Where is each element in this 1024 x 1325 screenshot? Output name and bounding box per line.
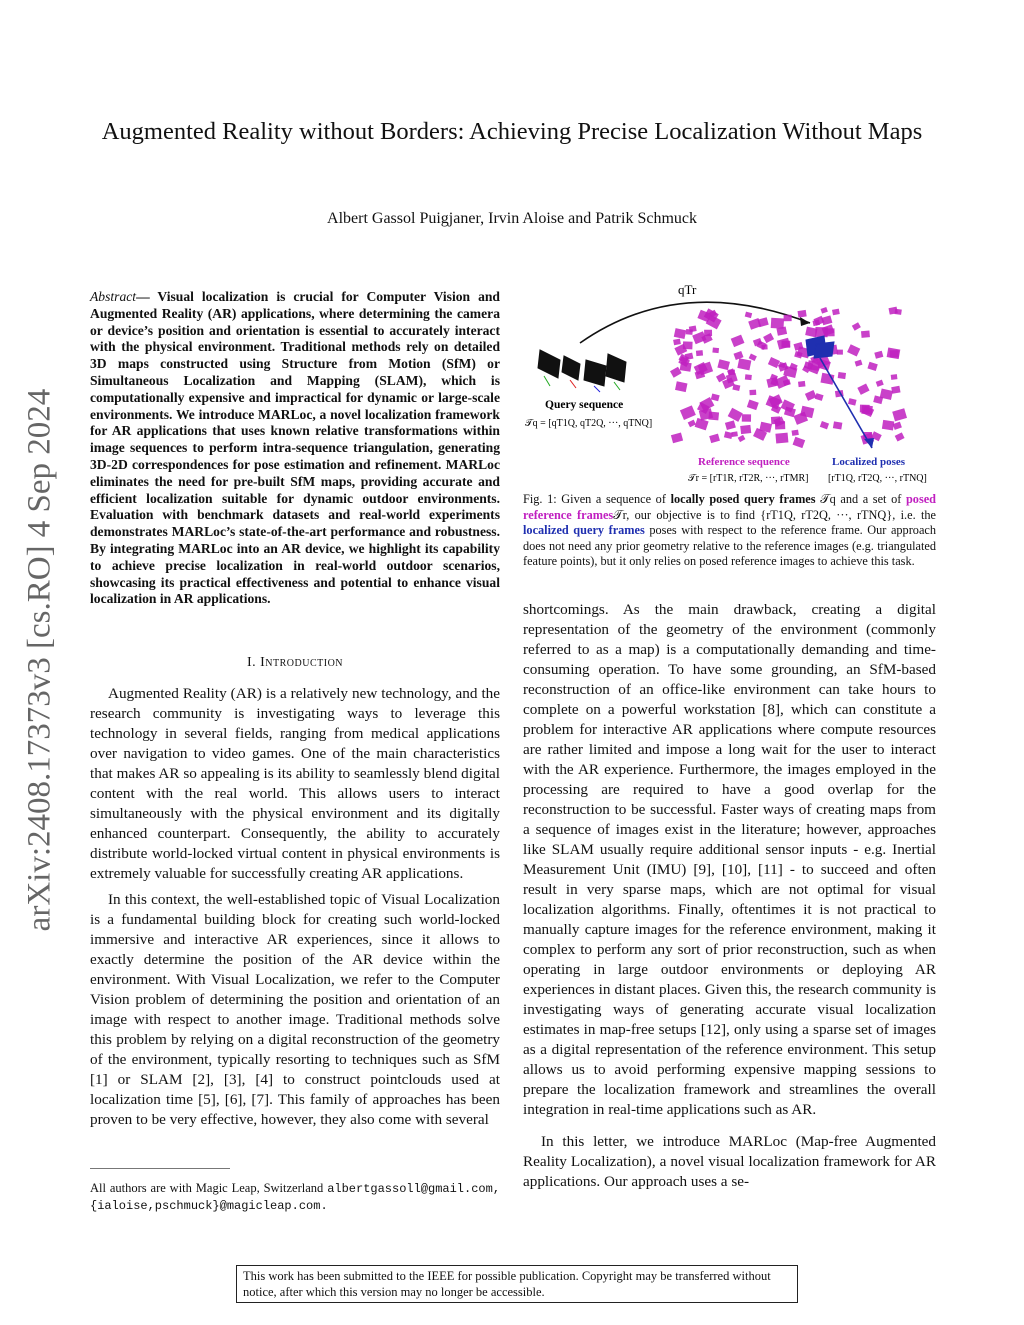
- reference-frame-glyph: [815, 327, 828, 337]
- reference-frame-glyph: [876, 380, 884, 387]
- reference-label: Reference sequence: [698, 456, 790, 468]
- footnote: [90, 1180, 500, 1214]
- reference-frame-glyph: [852, 322, 861, 331]
- section-heading-introduction: I. Introduction: [246, 655, 344, 670]
- caption-bold: locally posed query frames: [670, 492, 816, 506]
- reference-frame-glyph: [891, 386, 900, 394]
- reference-frame-cloud: [670, 307, 907, 449]
- author-list: Albert Gassol Puigjaner, Irvin Aloise and Patrik Schmuck: [327, 210, 697, 227]
- reference-frame-glyph: [675, 381, 687, 392]
- reference-frame-glyph: [747, 400, 759, 411]
- reference-frame-glyph: [832, 309, 840, 316]
- reference-frame-glyph: [688, 420, 696, 428]
- reference-frame-glyph: [861, 405, 873, 415]
- reference-frame-glyph: [891, 374, 898, 380]
- reference-frame-glyph: [673, 339, 681, 346]
- reference-frame-glyph: [805, 390, 817, 401]
- reference-frame-glyph: [738, 435, 746, 442]
- left-column-body: [90, 684, 500, 1136]
- reference-frame-glyph: [892, 408, 907, 421]
- figure-1-diagram: [520, 268, 940, 488]
- reference-frame-glyph: [874, 351, 883, 359]
- figure-1: [520, 268, 940, 488]
- reference-frame-glyph: [670, 367, 682, 378]
- reference-frame-glyph: [734, 351, 744, 360]
- reference-frame-glyph: [711, 394, 720, 402]
- footnote-affiliation: All authors are with Magic Leap, Switzerland: [90, 1181, 324, 1195]
- reference-frame-glyph: [861, 330, 870, 337]
- caption-text: 𝒯r, our objective is to find {rT1Q, rT2Q, ···, rTNQ}, i.e. the: [613, 507, 936, 522]
- reference-frame-glyph: [740, 425, 751, 434]
- right-column-body: [523, 600, 936, 1198]
- reference-frame-glyph: [731, 335, 745, 348]
- reference-frame-glyph: [887, 348, 901, 360]
- reference-frame-glyph: [704, 330, 712, 336]
- paragraph: shortcomings. As the main drawback, creating a digital representation of the geometry of the environment (commonly referred to as a map) is a computationally demanding and time-consuming operation. To have some grounding, an SfM-based reconstruction of an office-like environment can take hours to complete on a powerful workstation [8], which can constitute a problem for interactive AR applications where compute resources are rather limited and impose a long wait for the user to interact with the AR experience. Furthermore, the images employed in the processing are required to have a good overlap for the reconstruction to be successful. Faster ways of creating maps from a sequence of images exist in the literature; however, approaches like SLAM usually require additional sensor inputs - e.g. Inertial Measurement Unit (IMU) [9], [10], [11] - to succeed and often result in very sparse maps, which are not optimal for visual localization algorithms. Finally, oftentimes it is not practical to manually capture images for the reference environment, making it complex to perform any sort of prior reconstruction, such as when operating in large outdoor environments or deploying AR experiences in distant places. Given this, the research community is investigating ways of generating accurate visual localization estimates in map-free setups [12], only using a sparse set of images as a digital representation of the reference environment. This setup allows us to avoid performing expensive mapping sessions to prepare the localization framework and streamlines the overall integration in real-time applications such as AR.: [523, 601, 936, 1118]
- reference-frame-glyph: [821, 307, 828, 314]
- reference-frame-glyph: [882, 420, 894, 431]
- footnote-divider: [90, 1168, 230, 1169]
- query-cameras: [538, 350, 626, 392]
- reference-frame-glyph: [680, 405, 696, 420]
- caption-text: Fig. 1: Given a sequence of: [523, 492, 666, 506]
- reference-frame-glyph: [798, 381, 805, 387]
- reference-frame-glyph: [725, 420, 736, 430]
- localized-set: [rT1Q, rT2Q, ···, rTNQ]: [828, 473, 927, 484]
- arxiv-sidebar-stamp: [18, 360, 62, 960]
- email-link[interactable]: albertgassoll@gmail.com,: [327, 1182, 501, 1196]
- reference-frame-glyph: [671, 432, 683, 443]
- reference-set: 𝒯r = [rT1R, rT2R, ···, rTMR]: [688, 473, 809, 484]
- caption-localized-highlight: localized query frames: [523, 523, 645, 538]
- paragraph: In this letter, we introduce MARLoc (Map-free Augmented Reality Localization), a novel visual localization framework for AR applications. Our approach uses a se-: [523, 1133, 936, 1190]
- reference-frame-glyph: [708, 412, 719, 421]
- localized-arrow: [820, 358, 872, 448]
- reference-frame-glyph: [855, 360, 863, 367]
- reference-frame-glyph: [717, 359, 730, 370]
- ieee-submission-notice: This work has been submitted to the IEEE for possible publication. Copyright may be transferred without notice, after which this version may no longer be accessible.: [236, 1265, 798, 1303]
- reference-frame-glyph: [728, 408, 743, 422]
- reference-frame-glyph: [674, 328, 686, 339]
- abstract-label: Abstract: [90, 289, 137, 304]
- reference-frame-glyph: [833, 421, 843, 429]
- abstract: Abstract— Visual localization is crucial for Computer Vision and Augmented Reality (AR) applications, where determining the camera or device’s position and orientation is essential to accurately interact with the physical environment. Traditional methods rely on detailed 3D maps constructed using Structure from Motion (SfM) or Simultaneous Localization and Mapping (SLAM), which is computationally expensive and impractical for dynamic or large-scale environments. We introduce MARLoc, a novel localization framework for AR applications that uses known relative transformations within image sequences to perform intra-sequence triangulation, generating 3D-2D correspondences for pose estimation and refinement. MARLoc eliminates the need for pre-built SfM maps, providing accurate and efficient localization suitable for dynamic outdoor environments. Evaluation with benchmark datasets and real-world experiments demonstrates MARLoc’s state-of-the-art performance and robustness. By integrating MARLoc into an AR device, we highlight its capability to achieve precise localization in real-world outdoor scenarios, showcasing its practical effectiveness and potential to enhance visual localization in AR applications.: [90, 289, 500, 607]
- reference-frame-glyph: [709, 434, 720, 444]
- reference-frame-glyph: [784, 315, 792, 321]
- reference-frame-glyph: [792, 430, 799, 436]
- reference-frame-glyph: [838, 372, 846, 379]
- reference-frame-glyph: [745, 312, 752, 319]
- reference-frame-glyph: [696, 350, 703, 356]
- reference-frame-glyph: [857, 383, 869, 394]
- reference-frame-glyph: [737, 358, 751, 370]
- reference-frame-glyph: [867, 362, 877, 371]
- paragraph: In this context, the well-established topic of Visual Localization is a fundamental building block for creating such world-locked immersive and interactive AR experiences, since it allows to exactly determine the position of the AR device within the environment. With Visual Localization, we refer to the Computer Vision problem of determining the position and orientation of an image with respect to another image. Traditional methods solve this problem by relying on a digital reconstruction of the geometry of the environment, typically resorting to techniques such as SfM [1] or SLAM [2], [3], [4] to construct pointclouds used at localization time [5], [6], [7]. This family of approaches has been proven to be very effective, however, they also come with several: [90, 891, 500, 1128]
- reference-frame-glyph: [798, 310, 807, 318]
- figure-1-caption: [523, 492, 936, 570]
- reference-frame-glyph: [763, 333, 774, 343]
- reference-frame-glyph: [815, 393, 824, 401]
- reference-frame-glyph: [745, 374, 752, 380]
- localized-poses: [806, 336, 834, 358]
- transform-arrowhead: [800, 317, 810, 326]
- reference-frame-glyph: [749, 354, 757, 362]
- arxiv-id: arXiv:2408.17373v3 [cs.RO] 4 Sep 2024: [21, 388, 58, 932]
- caption-text: poses with respect to the reference frame. Our approach does not need any prior geometry relative to the reference images (e.g. triangulated feature points), but it only relies on posed reference images to achieve this task.: [523, 523, 937, 569]
- caption-reference-highlight: posed reference frames: [523, 492, 937, 522]
- reference-frame-glyph: [683, 341, 693, 349]
- reference-frame-glyph: [695, 418, 709, 430]
- paragraph: Augmented Reality (AR) is a relatively new technology, and the research community is investigating ways to leverage this technology in several fields, ranging from medical applications over navigation to video games. One of the main characteristics that makes AR so appealing is its ability to seamlessly blend digital content with the real world. This allows users to interact simultaneously with the physical environment and its digitally enhanced counterpart. Consequently, the ability to accurately distribute world-locked virtual content in physical environments is extremely valuable for successfully creating AR applications.: [90, 685, 500, 882]
- reference-frame-glyph: [742, 414, 751, 422]
- paper-title: Augmented Reality without Borders: Achieving Precise Localization Without Maps: [101, 118, 923, 145]
- reference-frame-glyph: [777, 338, 790, 350]
- reference-frame-glyph: [820, 421, 829, 429]
- reference-frame-glyph: [771, 318, 784, 329]
- email-link[interactable]: {ialoise,pschmuck}@magicleap.com.: [90, 1199, 328, 1213]
- reference-frame-glyph: [813, 320, 821, 327]
- reference-frame-glyph: [848, 398, 857, 405]
- reference-frame-glyph: [775, 433, 788, 444]
- transform-label: qTr: [678, 282, 697, 297]
- reference-frame-glyph: [749, 390, 756, 396]
- reference-frame-glyph: [686, 329, 693, 335]
- reference-frame-glyph: [712, 348, 719, 354]
- abstract-text: Visual localization is crucial for Computer Vision and Augmented Reality (AR) applications, where determining the camera or device’s position and orientation is essential to accurately interact with the physical environment. Traditional methods rely on detailed 3D maps constructed using Structure from Motion (SfM) or Simultaneous Localization and Mapping (SLAM), which is computationally expensive and impractical for dynamic or large-scale environments. We introduce MARLoc, a novel localization framework for AR applications that uses known relative transformations within image sequences to perform intra-sequence triangulation, generating 3D-2D correspondences for pose estimation and refinement. MARLoc eliminates the need for pre-built SfM maps, providing accurate and efficient localization suitable for dynamic outdoor environments. Evaluation with benchmark datasets and real-world experiments demonstrates MARLoc’s state-of-the-art performance and robustness. By integrating MARLoc into an AR device, we highlight its capability to achieve precise localization in real-world outdoor scenarios, showcasing its practical effectiveness and potential to enhance visual localization in AR applications.: [90, 289, 500, 607]
- caption-text: 𝒯q and a set of: [820, 492, 902, 506]
- reference-frame-glyph: [894, 309, 901, 315]
- reference-frame-glyph: [895, 432, 905, 441]
- reference-frame-glyph: [847, 344, 860, 356]
- reference-frame-glyph: [768, 357, 780, 368]
- query-set: 𝒯q = [qT1Q, qT2Q, ···, qTNQ]: [525, 418, 653, 429]
- query-label: Query sequence: [545, 399, 624, 411]
- reference-frame-glyph: [793, 437, 806, 448]
- localized-label: Localized poses: [832, 456, 906, 468]
